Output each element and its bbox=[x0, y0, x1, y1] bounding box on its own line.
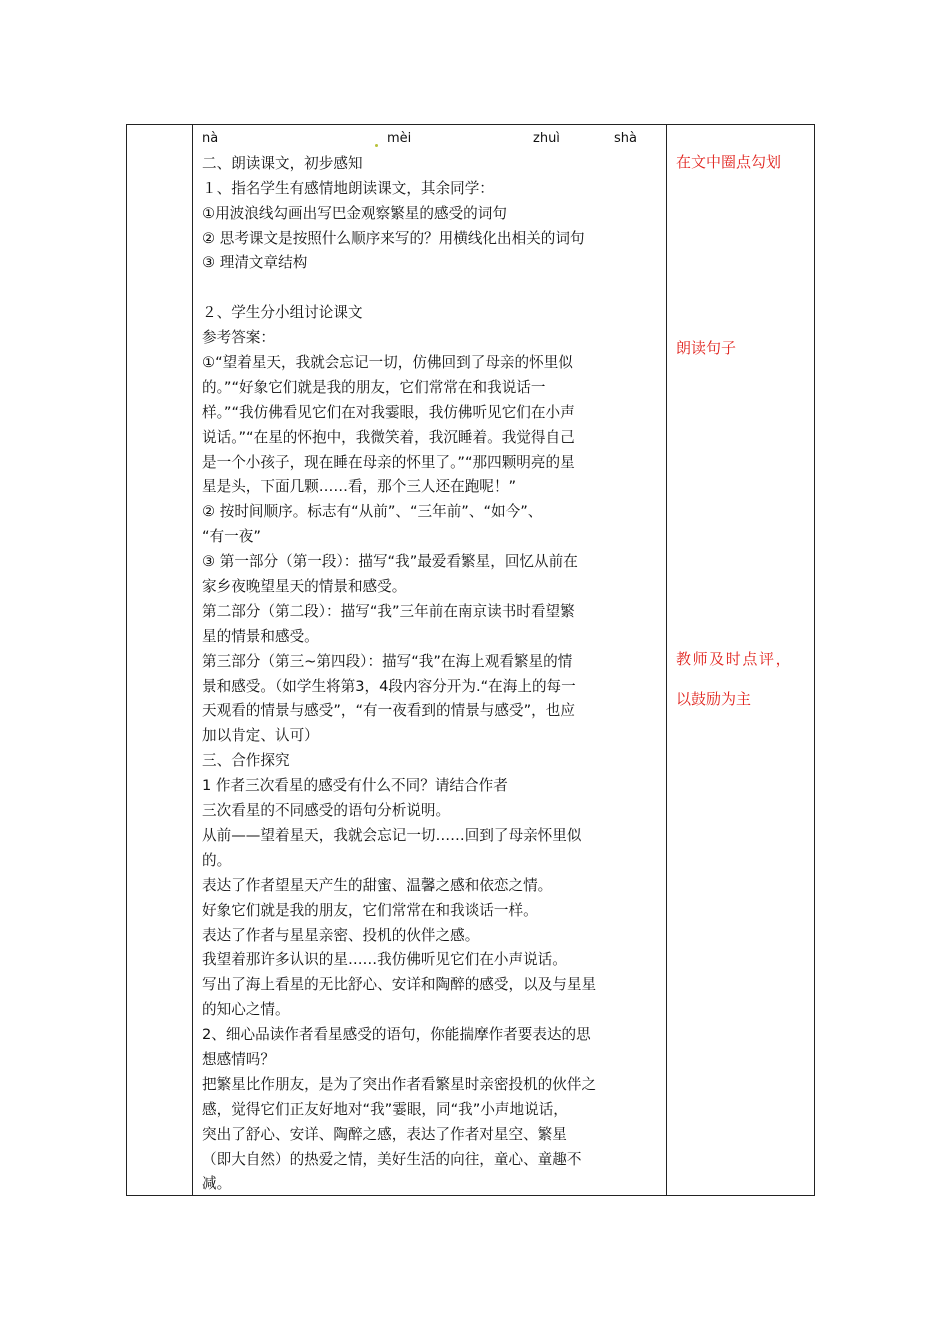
text-line: ２、学生分小组讨论课文 bbox=[202, 304, 363, 322]
text-line: （即大自然）的热爱之情，美好生活的向往，童心、童趣不 bbox=[202, 1150, 582, 1168]
teacher-note-4: 以鼓励为主 bbox=[676, 690, 752, 708]
text-line: 参考答案： bbox=[202, 329, 275, 347]
text-line: 星是头，下面几颗……看，那个三人还在跑呢！” bbox=[202, 478, 517, 496]
text-line: ③ 理清文章结构 bbox=[202, 254, 308, 272]
text-line: 说话。”“在星的怀抱中，我微笑着，我沉睡着。我觉得自己 bbox=[202, 428, 575, 446]
text-line: 星的情景和感受。 bbox=[202, 627, 319, 645]
text-line: 第二部分（第二段）：描写“我”三年前在南京读书时看望繁 bbox=[202, 602, 575, 620]
text-line bbox=[202, 276, 662, 301]
column-divider-1 bbox=[192, 124, 193, 1196]
pinyin-2: mèi bbox=[387, 131, 412, 146]
text-line: 的。”“好象它们就是我的朋友，它们常常在和我说话一 bbox=[202, 378, 546, 396]
teacher-note-1: 在文中圈点勾划 bbox=[676, 153, 782, 171]
text-line: ①用波浪线勾画出写巴金观察繁星的感受的词句 bbox=[202, 204, 507, 222]
lesson-content-column bbox=[202, 127, 662, 1193]
text-line: 表达了作者望星天产生的甜蜜、温馨之感和依恋之情。 bbox=[202, 876, 553, 894]
text-line: ② 按时间顺序。标志有“从前”、“三年前”、“如今”、 bbox=[202, 503, 543, 521]
text-line: 的。 bbox=[202, 851, 232, 869]
text-line: １、指名学生有感情地朗读课文，其余同学： bbox=[202, 179, 494, 197]
text-line: 第三部分（第三~第四段）：描写“我”在海上观看繁星的情 bbox=[202, 652, 573, 670]
text-line: 加以肯定、认可） bbox=[202, 727, 319, 745]
teacher-note-2: 朗读句子 bbox=[676, 339, 737, 357]
text-line: 1 作者三次看星的感受有什么不同？请结合作者 bbox=[202, 777, 508, 795]
text-line: 二、朗读课文，初步感知 bbox=[202, 154, 363, 172]
text-line: 表达了作者与星星亲密、投机的伙伴之感。 bbox=[202, 926, 480, 944]
text-line: 是一个小孩子，现在睡在母亲的怀里了。”“那四颗明亮的星 bbox=[202, 453, 575, 471]
text-line: 天观看的情景与感受”，“有一夜看到的情景与感受”，也应 bbox=[202, 702, 575, 720]
text-line: 从前——望着星天，我就会忘记一切……回到了母亲怀里似 bbox=[202, 826, 582, 844]
text-line: ①“望着星天，我就会忘记一切，仿佛回到了母亲的怀里似 bbox=[202, 354, 573, 372]
text-line: “有一夜” bbox=[202, 528, 261, 546]
text-line: ③ 第一部分（第一段）：描写“我”最爱看繁星，回忆从前在 bbox=[202, 553, 578, 571]
text-line: ② 思考课文是按照什么顺序来写的？用横线化出相关的词句 bbox=[202, 229, 585, 247]
text-line: 三次看星的不同感受的语句分析说明。 bbox=[202, 802, 451, 820]
text-line: 我望着那许多认识的星……我仿佛听见它们在小声说话。 bbox=[202, 951, 567, 969]
text-line: 想感情吗？ bbox=[202, 1050, 275, 1068]
text-line: 样。”“我仿佛看见它们在对我霎眼，我仿佛听见它们在小声 bbox=[202, 403, 575, 421]
pinyin-row bbox=[202, 127, 662, 152]
text-line: 感，觉得它们正友好地对“我”霎眼，同“我”小声地说话， bbox=[202, 1100, 568, 1118]
column-divider-2 bbox=[666, 124, 667, 1196]
text-line: 突出了舒心、安详、陶醉之感，表达了作者对星空、繁星 bbox=[202, 1125, 567, 1143]
text-line: 三、合作探究 bbox=[202, 752, 290, 770]
text-line: 景和感受。（如学生将第3，4段内容分开为.“在海上的每一 bbox=[202, 677, 576, 695]
pinyin-1: nà bbox=[202, 131, 219, 146]
text-line: 写出了海上看星的无比舒心、安详和陶醉的感受，以及与星星 bbox=[202, 976, 597, 994]
text-line: 把繁星比作朋友，是为了突出作者看繁星时亲密投机的伙伴之 bbox=[202, 1075, 597, 1093]
text-line: 2、细心品读作者看星感受的语句，你能揣摩作者要表达的思 bbox=[202, 1026, 591, 1044]
text-line: 好象它们就是我的朋友，它们常常在和我谈话一样。 bbox=[202, 901, 538, 919]
lesson-text bbox=[202, 152, 662, 1193]
pinyin-3: zhuì bbox=[533, 131, 560, 146]
text-line: 减。 bbox=[202, 1175, 232, 1193]
text-line: 家乡夜晚望星天的情景和感受。 bbox=[202, 578, 407, 596]
pinyin-4: shà bbox=[614, 131, 637, 146]
teacher-note-3: 教师及时点评， bbox=[676, 650, 793, 668]
pinyin-marker-dot bbox=[374, 127, 379, 152]
text-line: 的知心之情。 bbox=[202, 1001, 290, 1019]
